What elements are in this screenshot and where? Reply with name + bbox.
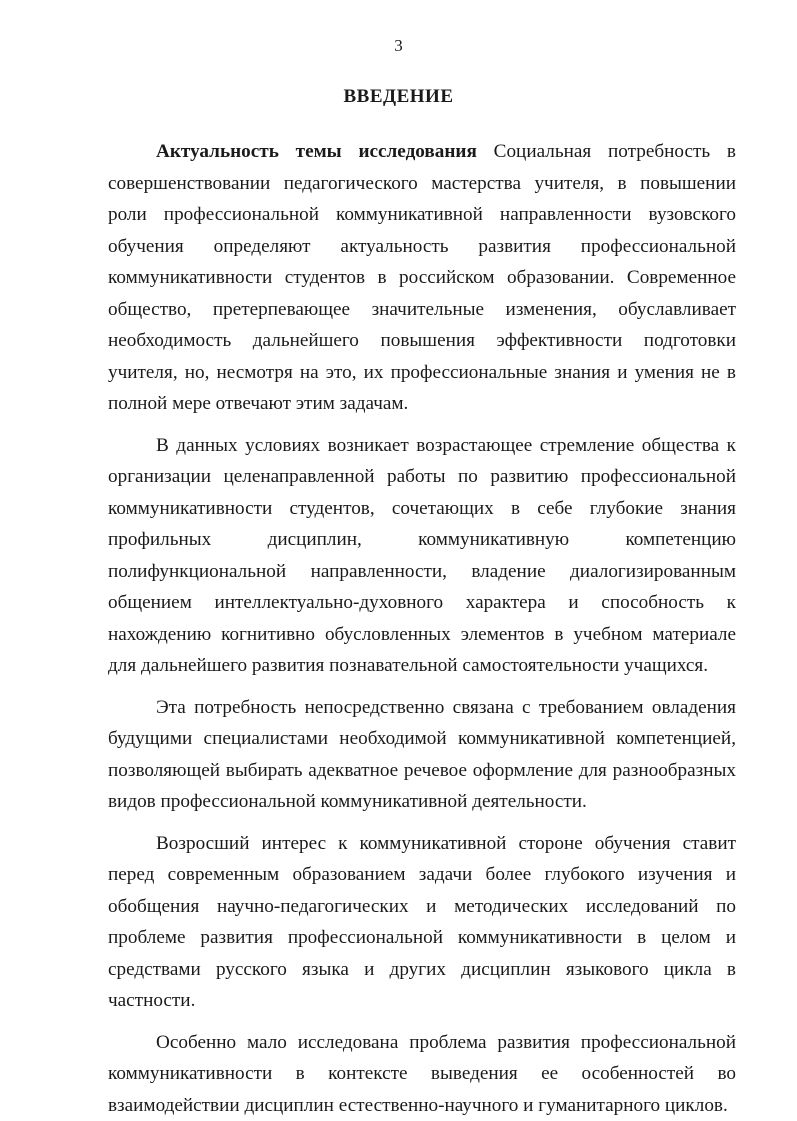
document-body <box>108 136 736 1121</box>
section-heading: ВВЕДЕНИЕ <box>0 86 797 108</box>
paragraph-need: Эта потребность непосредственно связана с требованием овладения будущими специалистами необходимой коммуникативной компетенцией, позволяющей выбирать адекватное речевое оформление для разнообразных видов профессиональной коммуникативной деятельности. <box>108 692 736 818</box>
page-number: 3 <box>0 36 797 56</box>
paragraph-conditions: В данных условиях возникает возрастающее стремление общества к организации целенаправленной работы по развитию профессиональной коммуникативности студентов, сочетающих в себе глубокие знания профильных дисциплин, коммуникативную компетенцию полифункциональной направленности, владение диалогизированным общением интеллектуально-духовного характера и способность к нахождению когнитивно обусловленных элементов в учебном материале для дальнейшего развития познавательной самостоятельности учащихся. <box>108 430 736 682</box>
paragraph-problem: Особенно мало исследована проблема развития профессиональной коммуникативности в контексте выведения ее особенностей во взаимодействии дисциплин естественно-научного и гуманитарного циклов. <box>108 1027 736 1121</box>
paragraph-lead: Актуальность темы исследования <box>156 141 477 162</box>
paragraph-text: Социальная потребность в совершенствовании педагогического мастерства учителя, в повышении роли профессиональной коммуникативной направленности вузовского обучения определяют актуальность развития профессиональной коммуникативности студентов в российском образовании. Современное общество, претерпевающее значительные изменения, обуславливает необходимость дальнейшего повышения эффективности подготовки учителя, но, несмотря на это, их профессиональные знания и умения не в полной мере отвечают этим задачам. <box>108 141 736 414</box>
paragraph-relevance <box>108 136 736 420</box>
paragraph-interest: Возросший интерес к коммуникативной стороне обучения ставит перед современным образованием задачи более глубокого изучения и обобщения научно-педагогических и методических исследований по проблеме развития профессиональной коммуникативности в целом и средствами русского языка и других дисциплин языкового цикла в частности. <box>108 828 736 1017</box>
